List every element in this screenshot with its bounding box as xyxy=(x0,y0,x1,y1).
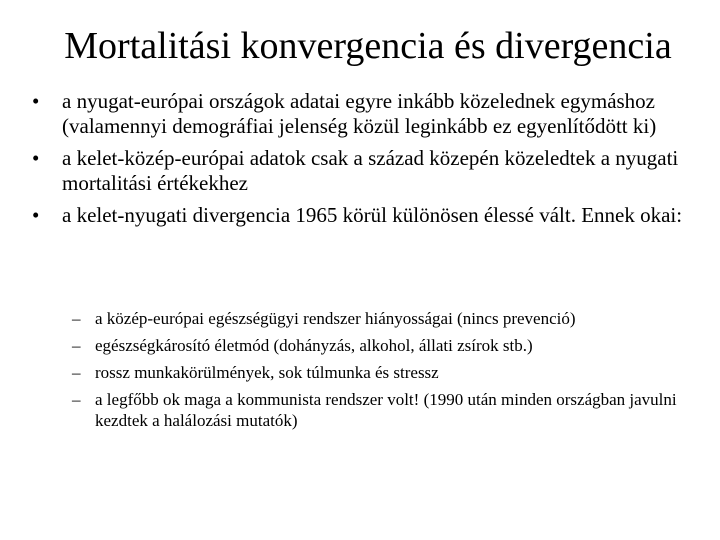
bullet-dot-icon: • xyxy=(32,203,40,227)
sub-bullet-text: a közép-európai egészségügyi rendszer hiányosságai (nincs prevenció) xyxy=(95,309,576,328)
sub-bullet-list xyxy=(72,308,692,437)
bullet-list xyxy=(30,89,706,235)
dash-icon: – xyxy=(72,390,81,409)
sub-bullet-text: egészségkárosító életmód (dohányzás, alkohol, állati zsírok stb.) xyxy=(95,336,533,355)
sub-bullet-item xyxy=(72,389,692,431)
sub-bullet-text: a legfőbb ok maga a kommunista rendszer volt! (1990 után minden országban javulni kezdtek a halálozási mutatók) xyxy=(95,390,677,430)
dash-icon: – xyxy=(72,309,81,328)
sub-bullet-item xyxy=(72,362,692,383)
slide-title: Mortalitási konvergencia és divergencia xyxy=(64,25,672,67)
bullet-item xyxy=(30,203,706,228)
bullet-item xyxy=(30,89,706,139)
sub-bullet-item xyxy=(72,335,692,356)
dash-icon: – xyxy=(72,363,81,382)
bullet-dot-icon: • xyxy=(32,146,40,170)
bullet-item xyxy=(30,146,706,196)
sub-bullet-text: rossz munkakörülmények, sok túlmunka és stressz xyxy=(95,363,439,382)
bullet-text: a nyugat-európai országok adatai egyre inkább közelednek egymáshoz (valamennyi demográfiai jelenség közül leginkább ez egyenlítődött ki) xyxy=(62,89,657,138)
dash-icon: – xyxy=(72,336,81,355)
bullet-dot-icon: • xyxy=(32,89,40,113)
bullet-text: a kelet-nyugati divergencia 1965 körül különösen élessé vált. Ennek okai: xyxy=(62,203,683,227)
bullet-text: a kelet-közép-európai adatok csak a század közepén közeledtek a nyugati mortalitási értékekhez xyxy=(62,146,679,195)
sub-bullet-item xyxy=(72,308,692,329)
